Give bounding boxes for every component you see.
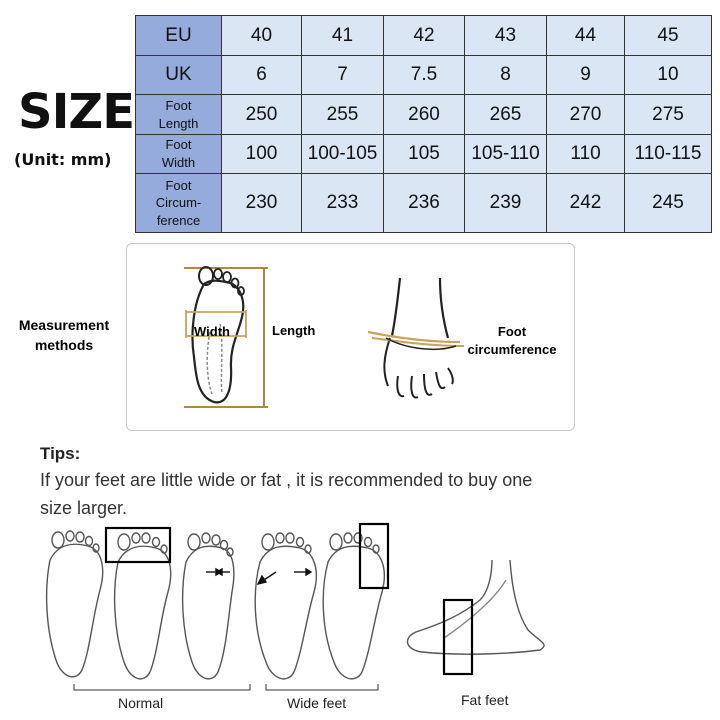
size-heading: SIZE: [18, 84, 135, 140]
measurement-methods-label: [4, 316, 124, 355]
table-cell: 255: [302, 95, 384, 135]
label-line: methods: [34, 336, 94, 353]
circumference-label: [462, 323, 562, 359]
table-row-uk: [136, 56, 712, 95]
table-cell: 8: [465, 56, 547, 95]
table-cell: 270: [547, 95, 625, 135]
table-cell: 9: [547, 56, 625, 95]
table-cell: 41: [302, 16, 384, 56]
row-header-line: Length: [158, 115, 199, 131]
row-header-line: Foot: [165, 177, 192, 193]
caption-normal: Normal: [118, 695, 164, 711]
table-cell: 45: [625, 16, 712, 56]
width-label: Width: [194, 324, 230, 339]
row-header-foot-length: [136, 95, 222, 135]
table-cell: 105-110: [465, 135, 547, 174]
table-cell: 7: [302, 56, 384, 95]
row-header-foot-width: [136, 135, 222, 174]
table-cell: 110: [547, 135, 625, 174]
table-cell: 236: [384, 174, 465, 233]
size-unit-label: (Unit: mm): [14, 150, 112, 169]
caption-wide-feet: Wide feet: [287, 695, 347, 711]
table-cell: 7.5: [384, 56, 465, 95]
table-cell: 265: [465, 95, 547, 135]
table-cell: 43: [465, 16, 547, 56]
row-header-eu: EU: [136, 16, 222, 56]
table-cell: 100-105: [302, 135, 384, 174]
table-cell: 110-115: [625, 135, 712, 174]
row-header-line: Foot: [165, 97, 192, 113]
label-line: Measurement: [18, 317, 110, 333]
label-line: circumference: [467, 342, 557, 358]
table-cell: 245: [625, 174, 712, 233]
table-cell: 233: [302, 174, 384, 233]
tips-text: If your feet are little wide or fat , it is recommended to buy one size larger.: [40, 470, 533, 518]
table-row-foot-circumference: [136, 174, 712, 233]
row-header-foot-circumference: [136, 174, 222, 233]
foot-circumference-icon: [368, 276, 468, 406]
table-cell: 230: [222, 174, 302, 233]
table-cell: 42: [384, 16, 465, 56]
row-header-line: ference: [156, 212, 201, 228]
table-cell: 242: [547, 174, 625, 233]
table-row-foot-length: [136, 95, 712, 135]
tips-title: Tips:: [40, 444, 81, 463]
row-header-line: Width: [161, 155, 196, 170]
table-row-foot-width: [136, 135, 712, 174]
row-header-uk: UK: [136, 56, 222, 95]
length-label: Length: [272, 323, 316, 338]
row-header-line: Foot: [165, 137, 192, 153]
table-cell: 250: [222, 95, 302, 135]
size-chart-table: [135, 15, 712, 233]
label-line: Foot: [497, 324, 527, 339]
table-cell: 6: [222, 56, 302, 95]
table-cell: 105: [384, 135, 465, 174]
table-cell: 275: [625, 95, 712, 135]
table-cell: 260: [384, 95, 465, 135]
table-cell: 100: [222, 135, 302, 174]
table-row-eu: [136, 16, 712, 56]
caption-fat-feet: Fat feet: [461, 692, 509, 708]
foot-types-illustration: [40, 520, 560, 700]
table-cell: 44: [547, 16, 625, 56]
table-cell: 239: [465, 174, 547, 233]
row-header-line: Circum-: [155, 195, 202, 211]
table-cell: 40: [222, 16, 302, 56]
table-cell: 10: [625, 56, 712, 95]
